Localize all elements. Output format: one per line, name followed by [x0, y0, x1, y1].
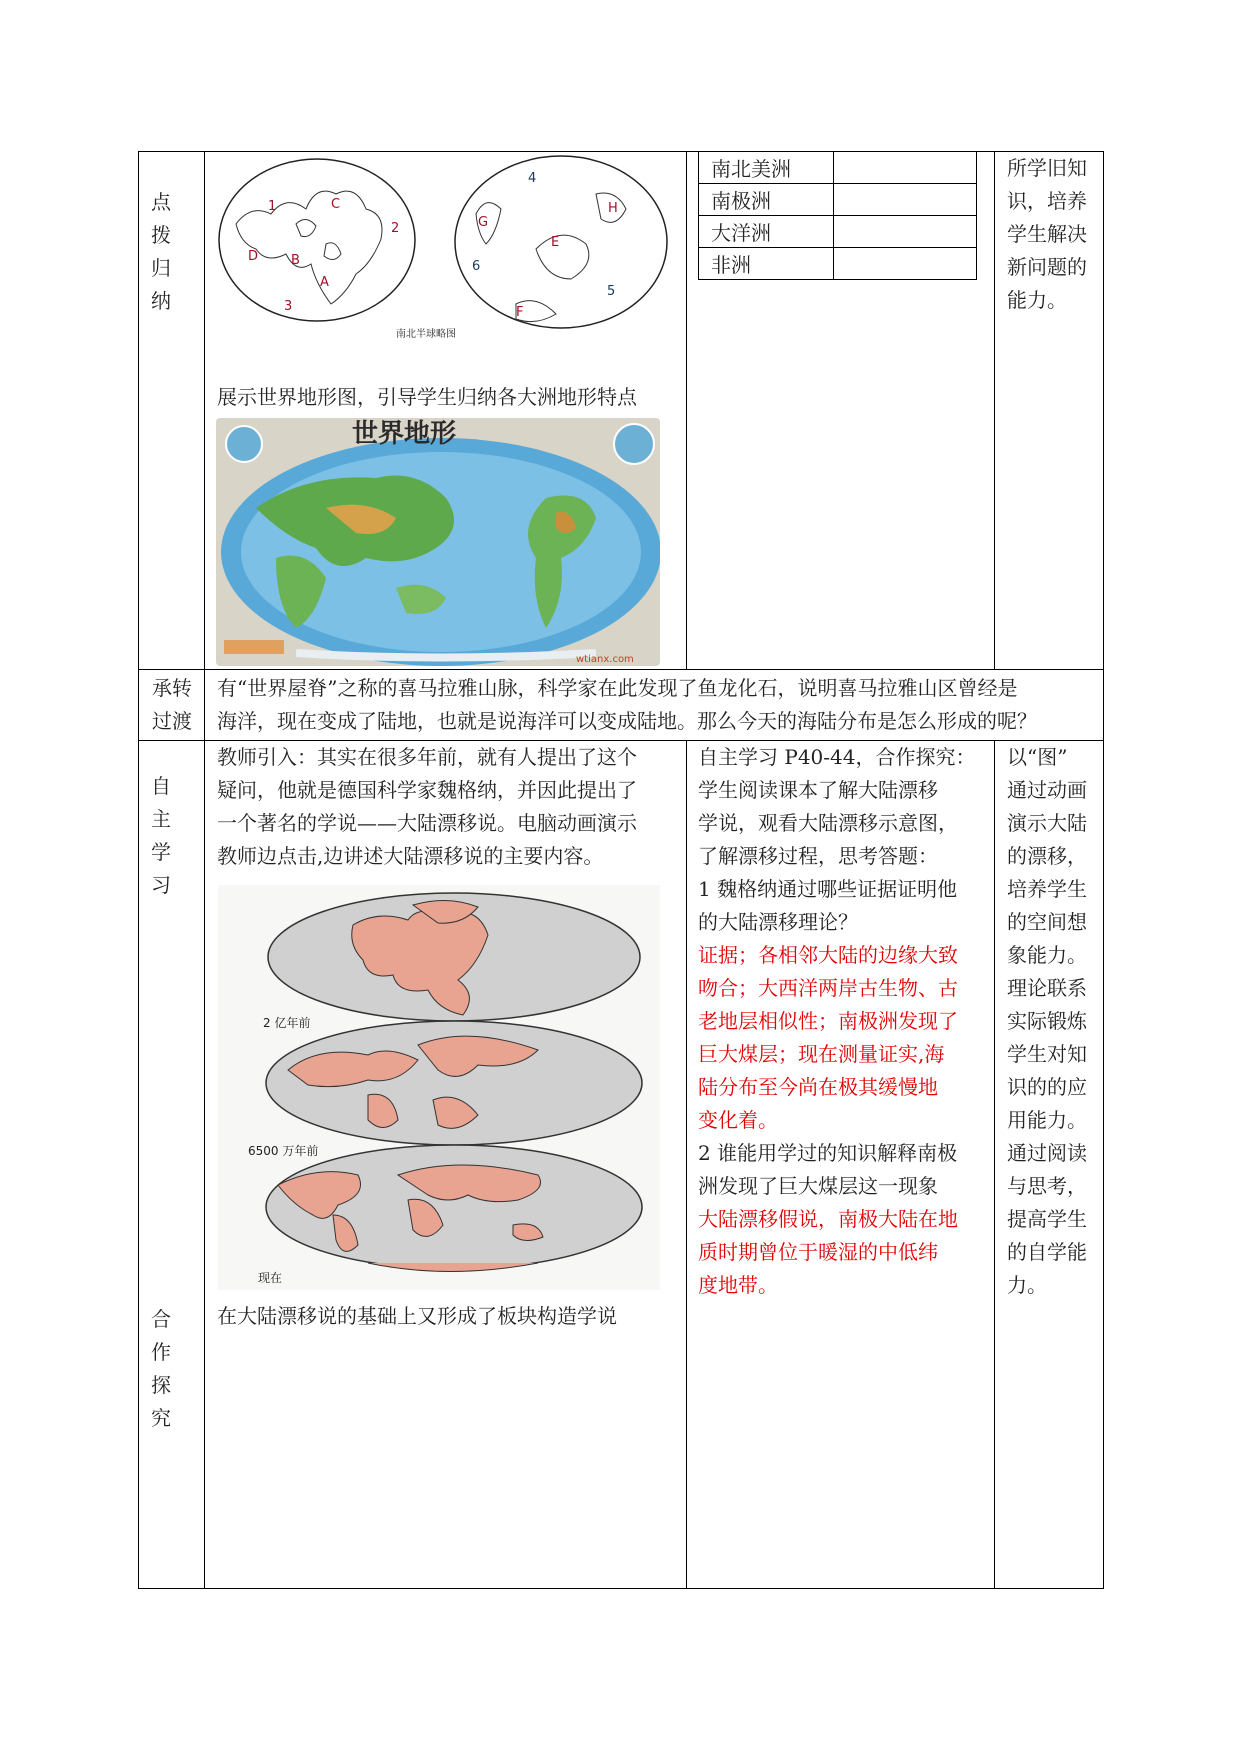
continental-drift-diagram — [218, 885, 660, 1290]
transition-text-line2: 海洋，现在变成了陆地，也就是说海洋可以变成陆地。那么今天的海陆分布是怎么形成的呢？ — [217, 709, 1037, 733]
student-text-2: 学生阅读课本了解大陆漂移 — [698, 778, 938, 802]
purpose-line: 象能力。 — [1007, 943, 1087, 967]
student-text-1: 自主学习 P40-44，合作探究： — [698, 745, 976, 769]
student-text-4: 了解漂移过程，思考答题： — [698, 844, 938, 868]
hemi-label: 6 — [472, 259, 481, 274]
continent-cell: 南北美洲 — [699, 152, 834, 184]
drift-label: 现在 — [258, 1271, 283, 1285]
continent-cell: 南极洲 — [699, 184, 834, 216]
hemi-label: H — [608, 201, 618, 216]
teacher-text-2: 疑问，他就是德国科学家魏格纳，并因此提出了 — [217, 778, 637, 802]
purpose-line: 演示大陆 — [1007, 811, 1087, 835]
hemi-label: A — [320, 275, 329, 290]
purpose-line: 与思考， — [1007, 1174, 1087, 1198]
purpose-line: 的漂移， — [1007, 844, 1087, 868]
column-divider-3-bottom — [994, 740, 995, 1589]
purpose-line: 以“图” — [1007, 745, 1068, 769]
answer-2-line: 质时期曾位于暖湿的中低纬 — [698, 1240, 938, 1264]
transition-text-line1: 有“世界屋脊”之称的喜马拉雅山脉，科学家在此发现了鱼龙化石，说明喜马拉雅山区曾经是 — [217, 676, 1018, 700]
answer-cell[interactable] — [834, 152, 977, 184]
purpose-line: 的空间想 — [1007, 910, 1087, 934]
purpose-line: 培养学生 — [1007, 877, 1087, 901]
question-2-line1: 2 谁能用学过的知识解释南极 — [698, 1141, 958, 1165]
question-2-line2: 洲发现了巨大煤层这一现象 — [698, 1174, 938, 1198]
column-divider-2-top — [686, 151, 687, 669]
answer-2-line: 大陆漂移假说，南极大陆在地 — [698, 1207, 958, 1231]
purpose-line: 用能力。 — [1007, 1108, 1087, 1132]
hemi-label: C — [331, 197, 341, 212]
hemisphere-sketch-map — [216, 154, 672, 344]
table-border-right — [1103, 151, 1104, 1589]
answer-2-line: 度地带。 — [698, 1273, 778, 1297]
hemi-label: B — [291, 253, 300, 268]
hemi-label: 2 — [391, 221, 400, 236]
hemi-label: 4 — [528, 171, 537, 186]
purpose-line: 力。 — [1007, 1273, 1047, 1297]
purpose-line: 识的的应 — [1007, 1075, 1087, 1099]
table-border-left — [138, 151, 139, 1589]
question-1-line2: 的大陆漂移理论？ — [698, 910, 858, 934]
column-divider-2-bottom — [686, 740, 687, 1589]
map-title: 世界地形 — [352, 419, 457, 449]
column-divider-3-top — [994, 151, 995, 669]
hemi-label: G — [478, 215, 489, 230]
row1-purpose: 所学旧知识，培养学生解决新问题的能力。 — [1007, 156, 1087, 312]
continent-table — [698, 151, 977, 280]
purpose-line: 提高学生 — [1007, 1207, 1087, 1231]
hemi-label: E — [551, 235, 560, 250]
answer-1-line: 老地层相似性；南极洲发现了 — [698, 1009, 958, 1033]
teacher-text-1: 教师引入：其实在很多年前，就有人提出了这个 — [217, 745, 637, 769]
hemi-label: 3 — [284, 299, 293, 314]
purpose-line: 通过阅读 — [1007, 1141, 1087, 1165]
teacher-text-3: 一个著名的学说——大陆漂移说。电脑动画演示 — [217, 811, 637, 835]
row2-label: 承转过渡 — [152, 676, 192, 733]
answer-cell[interactable] — [834, 248, 977, 280]
continent-cell: 大洋洲 — [699, 216, 834, 248]
row3-label-bottom: 合作探究 — [151, 1307, 171, 1430]
column-divider-1 — [204, 151, 205, 1589]
answer-1-line: 变化着。 — [698, 1108, 778, 1132]
answer-1-line: 吻合；大西洋两岸古生物、古 — [698, 976, 958, 1000]
table-row — [699, 184, 977, 216]
terrain-instruction: 展示世界地形图，引导学生归纳各大洲地形特点 — [217, 385, 637, 409]
drift-label: 2 亿年前 — [263, 1016, 311, 1030]
answer-cell[interactable] — [834, 184, 977, 216]
row3-label-top: 自主学习 — [151, 774, 171, 897]
map-watermark: wtianx.com — [576, 654, 634, 665]
hemi-label: 5 — [607, 284, 616, 299]
table-row — [699, 248, 977, 280]
row1-label: 点拨归纳 — [151, 190, 171, 313]
answer-1-line: 证据；各相邻大陆的边缘大致 — [698, 943, 958, 967]
plate-tectonics-text: 在大陆漂移说的基础上又形成了板块构造学说 — [217, 1304, 617, 1328]
continent-cell: 非洲 — [699, 248, 834, 280]
answer-1-line: 陆分布至今尚在极其缓慢地 — [698, 1075, 938, 1099]
answer-cell[interactable] — [834, 216, 977, 248]
teacher-text-4: 教师边点击,边讲述大陆漂移说的主要内容。 — [217, 844, 604, 868]
hemisphere-caption: 南北半球略图 — [396, 329, 456, 340]
purpose-line: 理论联系 — [1007, 976, 1087, 1000]
hemi-label: F — [516, 305, 524, 320]
table-row — [699, 152, 977, 184]
purpose-line: 实际锻炼 — [1007, 1009, 1087, 1033]
hemi-label: D — [248, 249, 259, 264]
purpose-line: 的自学能 — [1007, 1240, 1087, 1264]
purpose-line: 学生对知 — [1007, 1042, 1087, 1066]
purpose-line: 通过动画 — [1007, 778, 1087, 802]
row-divider-1 — [138, 669, 1104, 670]
table-row — [699, 216, 977, 248]
drift-label: 6500 万年前 — [248, 1144, 319, 1158]
question-1-line1: 1 魏格纳通过哪些证据证明他 — [698, 877, 958, 901]
table-border-bottom — [138, 1588, 1104, 1589]
answer-1-line: 巨大煤层；现在测量证实,海 — [698, 1042, 945, 1066]
student-text-3: 学说，观看大陆漂移示意图， — [698, 811, 958, 835]
world-terrain-map — [216, 418, 660, 666]
hemi-label: 1 — [268, 199, 277, 214]
